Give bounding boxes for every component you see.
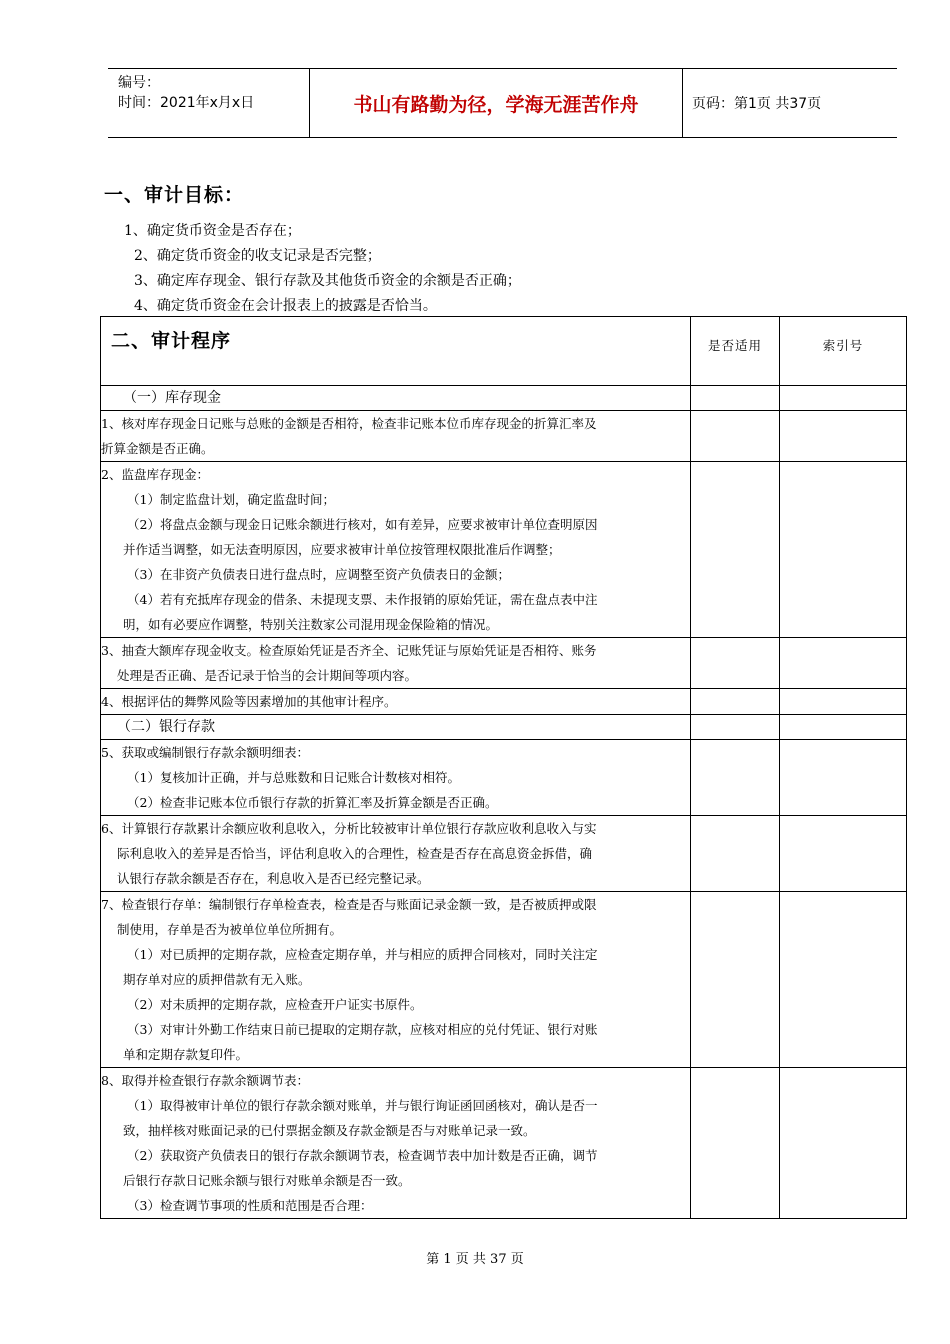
table-row xyxy=(101,816,907,892)
item-line: 3、抽查大额库存现金收支。检查原始凭证是否齐全、记账凭证与原始凭证是否相符、账务 xyxy=(101,643,597,658)
item-line: 5、获取或编制银行存款余额明细表： xyxy=(101,745,309,760)
item-line: （2）将盘点金额与现金日记账余额进行核对，如有差异，应要求被审计单位查明原因 xyxy=(127,517,598,532)
time-label: 时间：2021年x月x日 xyxy=(118,95,255,111)
item-line: （3）在非资产负债表日进行盘点时，应调整至资产负债表日的金额； xyxy=(127,567,510,582)
number-label: 编号： xyxy=(118,75,160,91)
item-line: 致，抽样核对账面记录的已付票据金额及存款金额是否与对账单记录一致。 xyxy=(123,1123,536,1138)
item-line: （2）获取资产负债表日的银行存款余额调节表，检查调节表中加计数是否正确，调节 xyxy=(127,1148,598,1163)
item-line: （2）对未质押的定期存款，应检查开户证实书原件。 xyxy=(127,997,423,1012)
applicable-cell[interactable] xyxy=(691,689,780,715)
index-cell[interactable] xyxy=(780,892,907,1068)
item-line: （3）检查调节事项的性质和范围是否合理： xyxy=(127,1198,373,1213)
item-line: 期存单对应的质押借款有无入账。 xyxy=(123,972,311,987)
item-line: （3）对审计外勤工作结束日前已提取的定期存款，应核对相应的兑付凭证、银行对账 xyxy=(127,1022,598,1037)
table-row xyxy=(101,892,907,1068)
item-line: 认银行存款余额是否存在，利息收入是否已经完整记录。 xyxy=(117,871,430,886)
objective-4: 4、确定货币资金在会计报表上的披露是否恰当。 xyxy=(134,298,437,314)
index-cell[interactable] xyxy=(780,386,907,411)
header-page-label: 页码：第1页 共37页 xyxy=(692,96,822,112)
table-row xyxy=(101,1068,907,1219)
index-cell[interactable] xyxy=(780,638,907,689)
item-line: 折算金额是否正确。 xyxy=(101,441,214,456)
subsection-cash: （一）库存现金 xyxy=(123,390,221,406)
applicable-cell[interactable] xyxy=(691,715,780,740)
objective-2: 2、确定货币资金的收支记录是否完整； xyxy=(134,248,381,264)
page-footer: 第 1 页 共 37 页 xyxy=(426,1252,524,1267)
item-line: （4）若有充抵库存现金的借条、未提现支票、未作报销的原始凭证，需在盘点表中注 xyxy=(127,592,598,607)
audit-procedure-table xyxy=(100,316,907,1219)
applicable-cell[interactable] xyxy=(691,386,780,411)
item-line: 明，如有必要应作调整，特别关注数家公司混用现金保险箱的情况。 xyxy=(123,617,499,632)
item-line: （1）复核加计正确，并与总账数和日记账合计数核对相符。 xyxy=(127,770,460,785)
index-cell[interactable] xyxy=(780,689,907,715)
header-meta xyxy=(108,69,310,137)
section2-title: 二、审计程序 xyxy=(111,330,232,352)
subsection-bank: （二）银行存款 xyxy=(117,719,215,735)
objective-3: 3、确定库存现金、银行存款及其他货币资金的余额是否正确； xyxy=(134,273,521,289)
item-line: 4、根据评估的舞弊风险等因素增加的其他审计程序。 xyxy=(101,694,397,709)
header-motto: 书山有路勤为径，学海无涯苦作舟 xyxy=(310,69,683,137)
index-cell[interactable] xyxy=(780,715,907,740)
index-cell[interactable] xyxy=(780,411,907,462)
item-line: 际利息收入的差异是否恰当，评估利息收入的合理性，检查是否存在高息资金拆借，确 xyxy=(117,846,593,861)
col-index-header: 索引号 xyxy=(780,317,907,386)
index-cell[interactable] xyxy=(780,462,907,638)
item-line: 后银行存款日记账余额与银行对账单余额是否一致。 xyxy=(123,1173,411,1188)
item-line: （1）对已质押的定期存款，应检查定期存单，并与相应的质押合同核对，同时关注定 xyxy=(127,947,598,962)
applicable-cell[interactable] xyxy=(691,638,780,689)
item-line: 处理是否正确、是否记录于恰当的会计期间等项内容。 xyxy=(117,668,418,683)
item-line: 并作适当调整，如无法查明原因，应要求被审计单位按管理权限批准后作调整； xyxy=(123,542,561,557)
item-line: 1、核对库存现金日记账与总账的金额是否相符，检查非记账本位币库存现金的折算汇率及 xyxy=(101,416,597,431)
subsection-row-cash xyxy=(101,386,907,411)
objective-1: 1、确定货币资金是否存在； xyxy=(124,223,301,239)
index-cell[interactable] xyxy=(780,816,907,892)
applicable-cell[interactable] xyxy=(691,411,780,462)
index-cell[interactable] xyxy=(780,1068,907,1219)
item-line: （1）制定监盘计划，确定监盘时间； xyxy=(127,492,335,507)
table-row xyxy=(101,462,907,638)
table-header-row xyxy=(101,317,907,386)
item-line: 7、检查银行存单：编制银行存单检查表，检查是否与账面记录金额一致，是否被质押或限 xyxy=(101,897,597,912)
item-line: 单和定期存款复印件。 xyxy=(123,1047,249,1062)
table-row xyxy=(101,638,907,689)
item-line: 制使用，存单是否为被单位单位所拥有。 xyxy=(117,922,343,937)
item-line: 6、计算银行存款累计余额应收利息收入，分析比较被审计单位银行存款应收利息收入与实 xyxy=(101,821,597,836)
applicable-cell[interactable] xyxy=(691,816,780,892)
applicable-cell[interactable] xyxy=(691,462,780,638)
table-row xyxy=(101,740,907,816)
item-line: 2、监盘库存现金： xyxy=(101,467,209,482)
subsection-row-bank xyxy=(101,715,907,740)
item-line: （1）取得被审计单位的银行存款余额对账单，并与银行询证函回函核对，确认是否一 xyxy=(127,1098,598,1113)
col-applicable-header: 是否适用 xyxy=(691,317,780,386)
applicable-cell[interactable] xyxy=(691,1068,780,1219)
applicable-cell[interactable] xyxy=(691,740,780,816)
table-row xyxy=(101,411,907,462)
table-row xyxy=(101,689,907,715)
item-line: 8、取得并检查银行存款余额调节表： xyxy=(101,1073,309,1088)
document-header xyxy=(108,68,897,138)
section1-title: 一、审计目标： xyxy=(104,184,245,206)
item-line: （2）检查非记账本位币银行存款的折算汇率及折算金额是否正确。 xyxy=(127,795,498,810)
applicable-cell[interactable] xyxy=(691,892,780,1068)
index-cell[interactable] xyxy=(780,740,907,816)
